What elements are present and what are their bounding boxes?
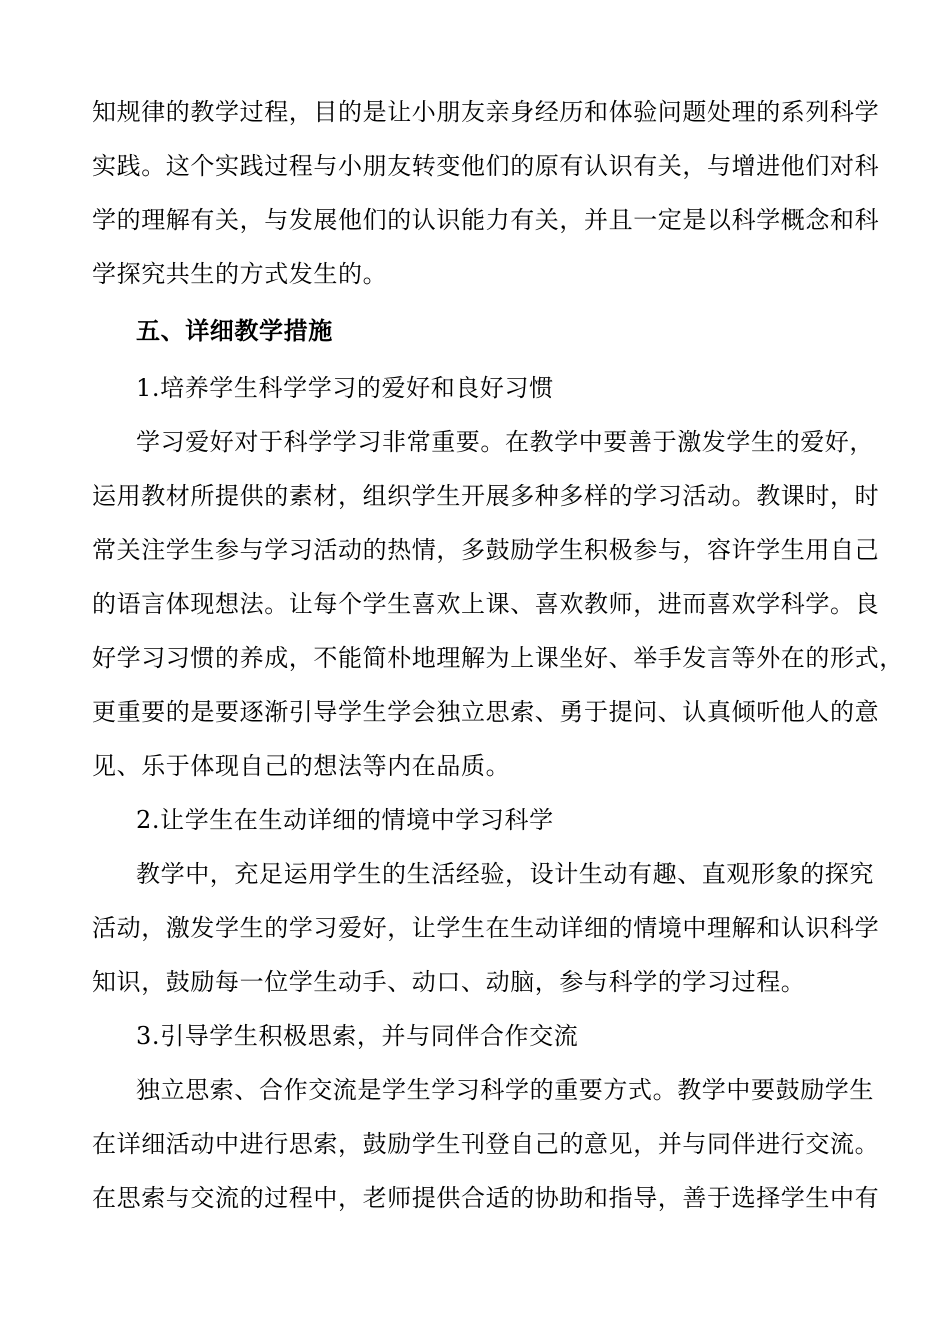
paragraph-line: 实践。这个实践过程与小朋友转变他们的原有认识有关，与增进他们对科 [92, 152, 880, 180]
paragraph-line: 在详细活动中进行思索，鼓励学生刊登自己的意见，并与同伴进行交流。 [92, 1130, 880, 1158]
document-body [92, 85, 904, 1225]
paragraph-line: 更重要的是要逐渐引导学生学会独立思索、勇于提问、认真倾听他人的意 [92, 698, 880, 726]
paragraph-line: 学习爱好对于科学学习非常重要。在教学中要善于激发学生的爱好， [136, 428, 874, 456]
subsection-heading-3: 3.引导学生积极思索，并与同伴合作交流 [136, 1022, 579, 1050]
paragraph-line: 独立思索、合作交流是学生学习科学的重要方式。教学中要鼓励学生 [136, 1076, 874, 1104]
section-heading: 五、详细教学措施 [136, 317, 333, 345]
paragraph-line: 教学中，充足运用学生的生活经验，设计生动有趣、直观形象的探究 [136, 860, 874, 888]
paragraph-line: 学探究共生的方式发生的。 [92, 260, 388, 288]
paragraph-line: 在思索与交流的过程中，老师提供合适的协助和指导，善于选择学生中有 [92, 1184, 880, 1212]
paragraph-line: 知规律的教学过程，目的是让小朋友亲身经历和体验问题处理的系列科学 [92, 98, 880, 126]
paragraph-line: 活动，激发学生的学习爱好，让学生在生动详细的情境中理解和认识科学 [92, 914, 880, 942]
paragraph-line: 常关注学生参与学习活动的热情，多鼓励学生积极参与，容许学生用自己 [92, 536, 880, 564]
paragraph-line: 知识，鼓励每一位学生动手、动口、动脑，参与科学的学习过程。 [92, 968, 806, 996]
subsection-heading-1: 1.培养学生科学学习的爱好和良好习惯 [136, 374, 554, 402]
paragraph-line: 运用教材所提供的素材，组织学生开展多种多样的学习活动。教课时，时 [92, 482, 880, 510]
subsection-heading-2: 2.让学生在生动详细的情境中学习科学 [136, 806, 554, 834]
paragraph-line: 学的理解有关，与发展他们的认识能力有关，并且一定是以科学概念和科 [92, 206, 880, 234]
paragraph-line: 的语言体现想法。让每个学生喜欢上课、喜欢教师，进而喜欢学科学。良 [92, 590, 880, 618]
paragraph-line: 见、乐于体现自己的想法等内在品质。 [92, 752, 511, 780]
paragraph-line: 好学习习惯的养成，不能简朴地理解为上课坐好、举手发言等外在的形式， [92, 644, 904, 672]
